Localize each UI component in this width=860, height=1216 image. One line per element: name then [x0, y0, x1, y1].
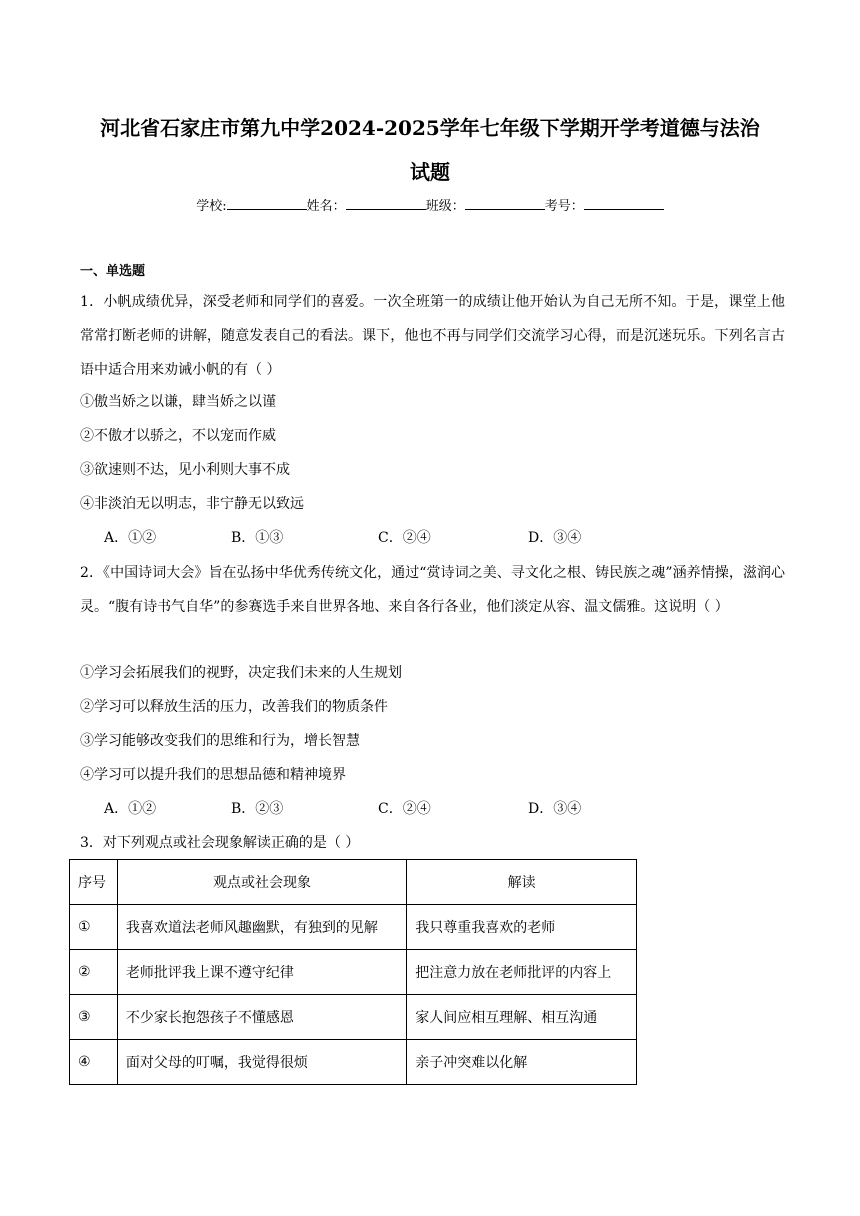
table-cell-interpretation: 亲子冲突难以化解 — [407, 1040, 637, 1085]
table-cell-interpretation: 家人间应相互理解、相互沟通 — [407, 995, 637, 1040]
table-cell-interpretation: 把注意力放在老师批评的内容上 — [407, 950, 637, 995]
q2-choice-a[interactable]: A．①② — [104, 801, 157, 817]
class-blank[interactable] — [465, 197, 545, 210]
header-cell-viewpoint: 观点或社会现象 — [117, 860, 406, 905]
q2-option-1: ①学习会拓展我们的视野，决定我们未来的人生规划 — [80, 665, 402, 681]
table-row — [70, 950, 637, 995]
exam-number-label: 考号： — [544, 199, 584, 214]
q1-choice-c[interactable]: C．②④ — [378, 530, 431, 546]
q1-option-1: ①傲当娇之以谦，肆当娇之以谨 — [80, 394, 276, 410]
q1-option-4: ④非淡泊无以明志，非宁静无以致远 — [80, 496, 304, 512]
table-cell-viewpoint: 老师批评我上课不遵守纪律 — [117, 950, 406, 995]
q1-option-2: ②不傲才以骄之，不以宠而作威 — [80, 428, 276, 444]
q1-stem: 1．小帆成绩优异，深受老师和同学们的喜爱。一次全班第一的成绩让他开始认为自己无所不知。于是，课堂上他常常打断老师的讲解，随意发表自己的看法。课下，他也不再与同学们交流学习心得，而是沉迷玩乐。下列名言古语中适合用来劝诫小帆的有（ ） — [80, 294, 785, 378]
exam-title-line2: 试题 — [410, 160, 450, 184]
q3-stem: 3．对下列观点或社会现象解读正确的是（ ） — [80, 835, 360, 851]
table-row — [70, 1040, 637, 1085]
q2-option-2: ②学习可以释放生活的压力，改善我们的物质条件 — [80, 699, 388, 715]
name-label: 姓名： — [306, 199, 346, 214]
section-heading: 一、单选题 — [80, 264, 146, 279]
q2-option-4: ④学习可以提升我们的思想品德和精神境界 — [80, 767, 346, 783]
table-cell-index: ④ — [70, 1040, 118, 1085]
table-cell-viewpoint: 不少家长抱怨孩子不懂感恩 — [117, 995, 406, 1040]
q2-option-3: ③学习能够改变我们的思维和行为，增长智慧 — [80, 733, 360, 749]
q3-table — [69, 859, 637, 1085]
q1-choice-b[interactable]: B．①③ — [231, 530, 284, 546]
exam-number-blank[interactable] — [584, 197, 664, 210]
class-label: 班级： — [425, 199, 465, 214]
header-cell-index: 序号 — [70, 860, 118, 905]
q1-choice-a[interactable]: A．①② — [104, 530, 157, 546]
table-cell-index: ① — [70, 905, 118, 950]
q2-choice-d[interactable]: D．③④ — [528, 801, 582, 817]
q2-stem: 2．《中国诗词大会》旨在弘扬中华优秀传统文化，通过“赏诗词之美、寻文化之根、铸民族之魂”涵养情操，滋润心灵。“腹有诗书气自华”的参赛选手来自世界各地、来自各行各业，他们淡定从容、温文儒雅。这说明（ ） — [80, 565, 785, 615]
exam-title-line1: 河北省石家庄市第九中学2024-2025学年七年级下学期开学考道德与法治 — [100, 116, 760, 140]
table-header-row — [70, 860, 637, 905]
table-row — [70, 995, 637, 1040]
q2-choice-b[interactable]: B．②③ — [231, 801, 284, 817]
header-cell-interpretation: 解读 — [407, 860, 637, 905]
table-cell-viewpoint: 我喜欢道法老师风趣幽默，有独到的见解 — [117, 905, 406, 950]
table-row — [70, 905, 637, 950]
name-blank[interactable] — [346, 197, 426, 210]
q2-choice-c[interactable]: C．②④ — [378, 801, 431, 817]
q1-choice-d[interactable]: D．③④ — [528, 530, 582, 546]
q1-option-3: ③欲速则不达，见小利则大事不成 — [80, 462, 290, 478]
table-cell-index: ② — [70, 950, 118, 995]
school-blank[interactable] — [227, 197, 307, 210]
student-info-line — [0, 197, 860, 216]
school-label: 学校: — [196, 199, 227, 214]
table-cell-viewpoint: 面对父母的叮嘱，我觉得很烦 — [117, 1040, 406, 1085]
table-cell-index: ③ — [70, 995, 118, 1040]
table-cell-interpretation: 我只尊重我喜欢的老师 — [407, 905, 637, 950]
